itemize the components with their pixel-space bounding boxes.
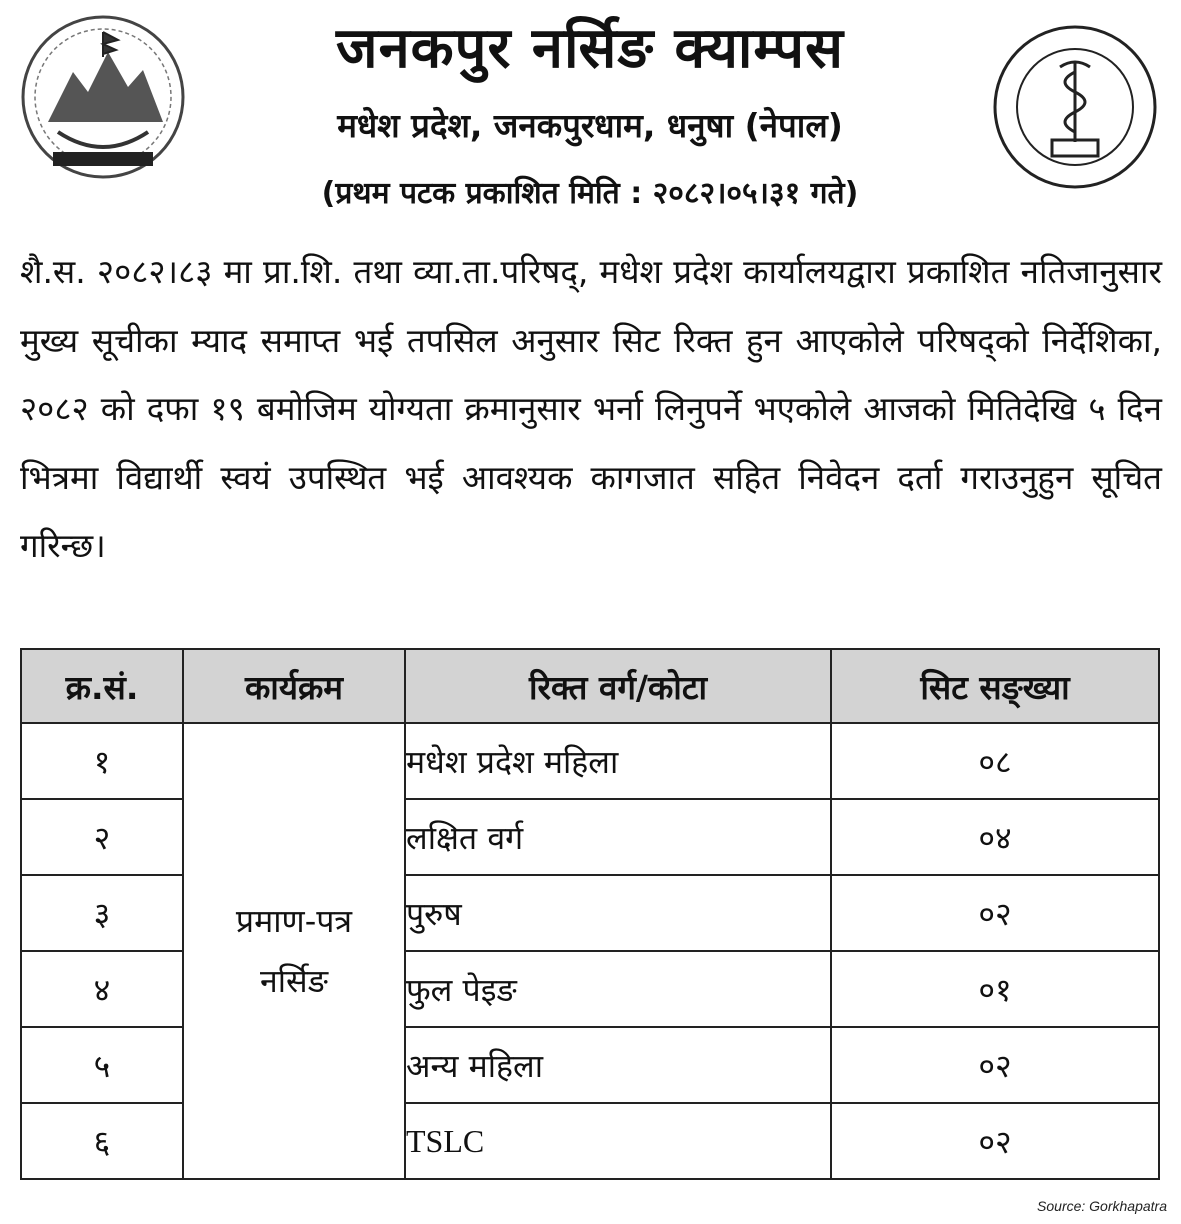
header-sn: क्र.सं. — [21, 649, 183, 723]
row-quota: पुरुष — [405, 875, 831, 951]
campus-address: मधेश प्रदेश, जनकपुरधाम, धनुषा (नेपाल) — [337, 106, 843, 145]
row-quota: TSLC — [405, 1103, 831, 1179]
program-line-2: नर्सिङ — [259, 962, 329, 1000]
row-sn: १ — [21, 723, 183, 799]
source-credit: Source: Gorkhapatra — [1037, 1198, 1167, 1214]
program-line-1: प्रमाण-पत्र — [235, 902, 353, 940]
row-sn: ३ — [21, 875, 183, 951]
row-seats: ०८ — [831, 723, 1159, 799]
row-sn: २ — [21, 799, 183, 875]
campus-title: जनकपुर नर्सिङ क्याम्पस — [336, 16, 844, 81]
notice-header — [0, 0, 1181, 230]
row-quota: लक्षित वर्ग — [405, 799, 831, 875]
program-cell — [183, 723, 405, 1179]
header-seats: सिट सङ्ख्या — [831, 649, 1159, 723]
row-seats: ०४ — [831, 799, 1159, 875]
notice-body: शै.स. २०८२।८३ मा प्रा.शि. तथा व्या.ता.परिषद्, मधेश प्रदेश कार्यालयद्वारा प्रकाशित नतिजानुसार मुख्य सूचीका म्याद समाप्त भई तपसिल अनुसार सिट रिक्त हुन आएकोले परिषद्को निर्देशिका, २०८२ को दफा १९ बमोजिम योग्यता क्रमानुसार भर्ना लिनुपर्ने भएकोले आजको मितिदेखि ५ दिन भित्रमा विद्यार्थी स्वयं उपस्थित भई आवश्यक कागजात सहित निवेदन दर्ता गराउनुहुन सूचित गरिन्छ। — [20, 252, 1162, 565]
row-quota: मधेश प्रदेश महिला — [405, 723, 831, 799]
row-seats: ०२ — [831, 1027, 1159, 1103]
table-header-row — [21, 649, 1159, 723]
row-seats: ०२ — [831, 875, 1159, 951]
table-row — [21, 723, 1159, 799]
header-quota: रिक्त वर्ग/कोटा — [405, 649, 831, 723]
row-seats: ०१ — [831, 951, 1159, 1027]
row-quota: अन्य महिला — [405, 1027, 831, 1103]
publication-date: (प्रथम पटक प्रकाशित मिति : २०८२।०५।३१ गते) — [321, 176, 859, 211]
header-program: कार्यक्रम — [183, 649, 405, 723]
campus-seal-icon — [990, 22, 1160, 192]
row-sn: ६ — [21, 1103, 183, 1179]
row-sn: ४ — [21, 951, 183, 1027]
row-quota: फुल पेइङ — [405, 951, 831, 1027]
row-sn: ५ — [21, 1027, 183, 1103]
row-seats: ०२ — [831, 1103, 1159, 1179]
nepal-emblem-icon — [18, 12, 188, 182]
seat-table — [20, 648, 1160, 1180]
